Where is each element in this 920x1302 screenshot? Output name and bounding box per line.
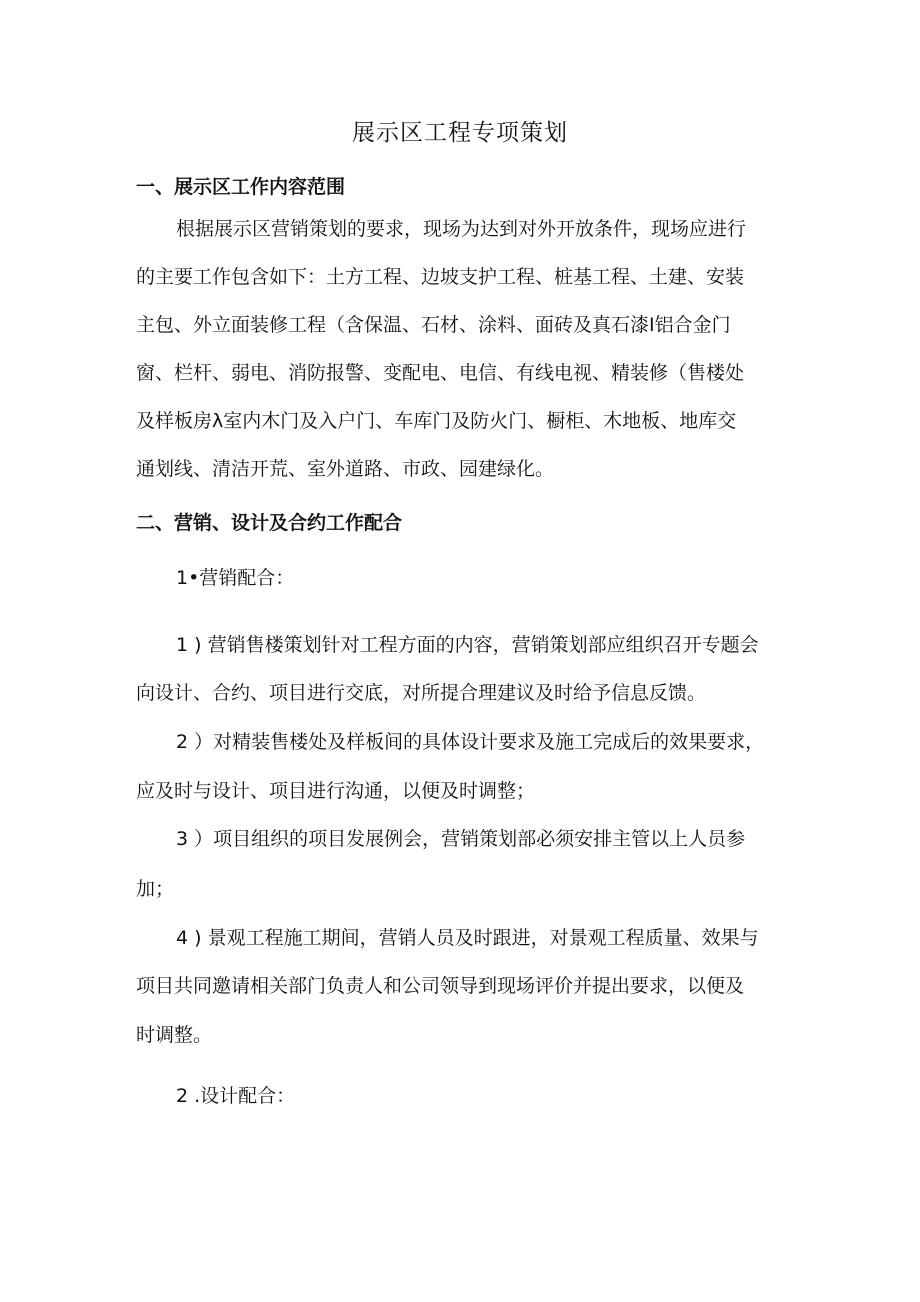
subsection-marketing: 1•营销配合： (176, 567, 295, 589)
paragraph-line: 应及时与设计、项目进行沟通，以便及时调整； (136, 780, 536, 802)
paragraph-line: 主包、外立面装修工程（含保温、石材、涂料、面砖及真石漆Ⅰ铝合金门 (136, 314, 731, 336)
section-heading-scope: 一、展示区工作内容范围 (136, 176, 346, 198)
paragraph-line: 项目共同邀请相关部门负责人和公司领导到现场评价并提出要求，以便及 (136, 975, 745, 997)
paragraph-line: 及样板房λ室内木门及入户门、车库门及防火门、橱柜、木地板、地库交 (136, 410, 737, 432)
subsection-design: 2 .设计配合： (176, 1085, 296, 1107)
paragraph-line: 根据展示区营销策划的要求，现场为达到对外开放条件，现场应进行 (176, 218, 747, 240)
paragraph-line: 窗、栏杆、弱电、消防报警、变配电、电信、有线电视、精装修（售楼处 (136, 362, 745, 384)
paragraph-line: 1 ) 营销售楼策划针对工程方面的内容，营销策划部应组织召开专题会 (176, 634, 759, 656)
section-heading-coordination: 二、营销、设计及合约工作配合 (136, 512, 403, 534)
paragraph-line: 2 ）对精装售楼处及样板间的具体设计要求及施工完成后的效果要求， (176, 731, 765, 753)
paragraph-line: 3 ）项目组织的项目发展例会，营销策划部必须安排主管以上人员参 (176, 828, 746, 850)
paragraph-line: 向设计、合约、项目进行交底，对所提合理建议及时给予信息反馈。 (136, 682, 707, 704)
paragraph-line: 加； (136, 878, 175, 900)
paragraph-line: 通划线、清洁开荒、室外道路、市政、园建绿化。 (136, 458, 555, 480)
paragraph-line: 4 ) 景观工程施工期间，营销人员及时跟进，对景观工程质量、效果与 (176, 927, 759, 949)
paragraph-line: 的主要工作包含如下：土方工程、边坡支护工程、桩基工程、土建、安装 (136, 266, 745, 288)
paragraph-line: 时调整。 (136, 1024, 213, 1046)
page-title: 展示区工程专项策划 (352, 120, 568, 146)
